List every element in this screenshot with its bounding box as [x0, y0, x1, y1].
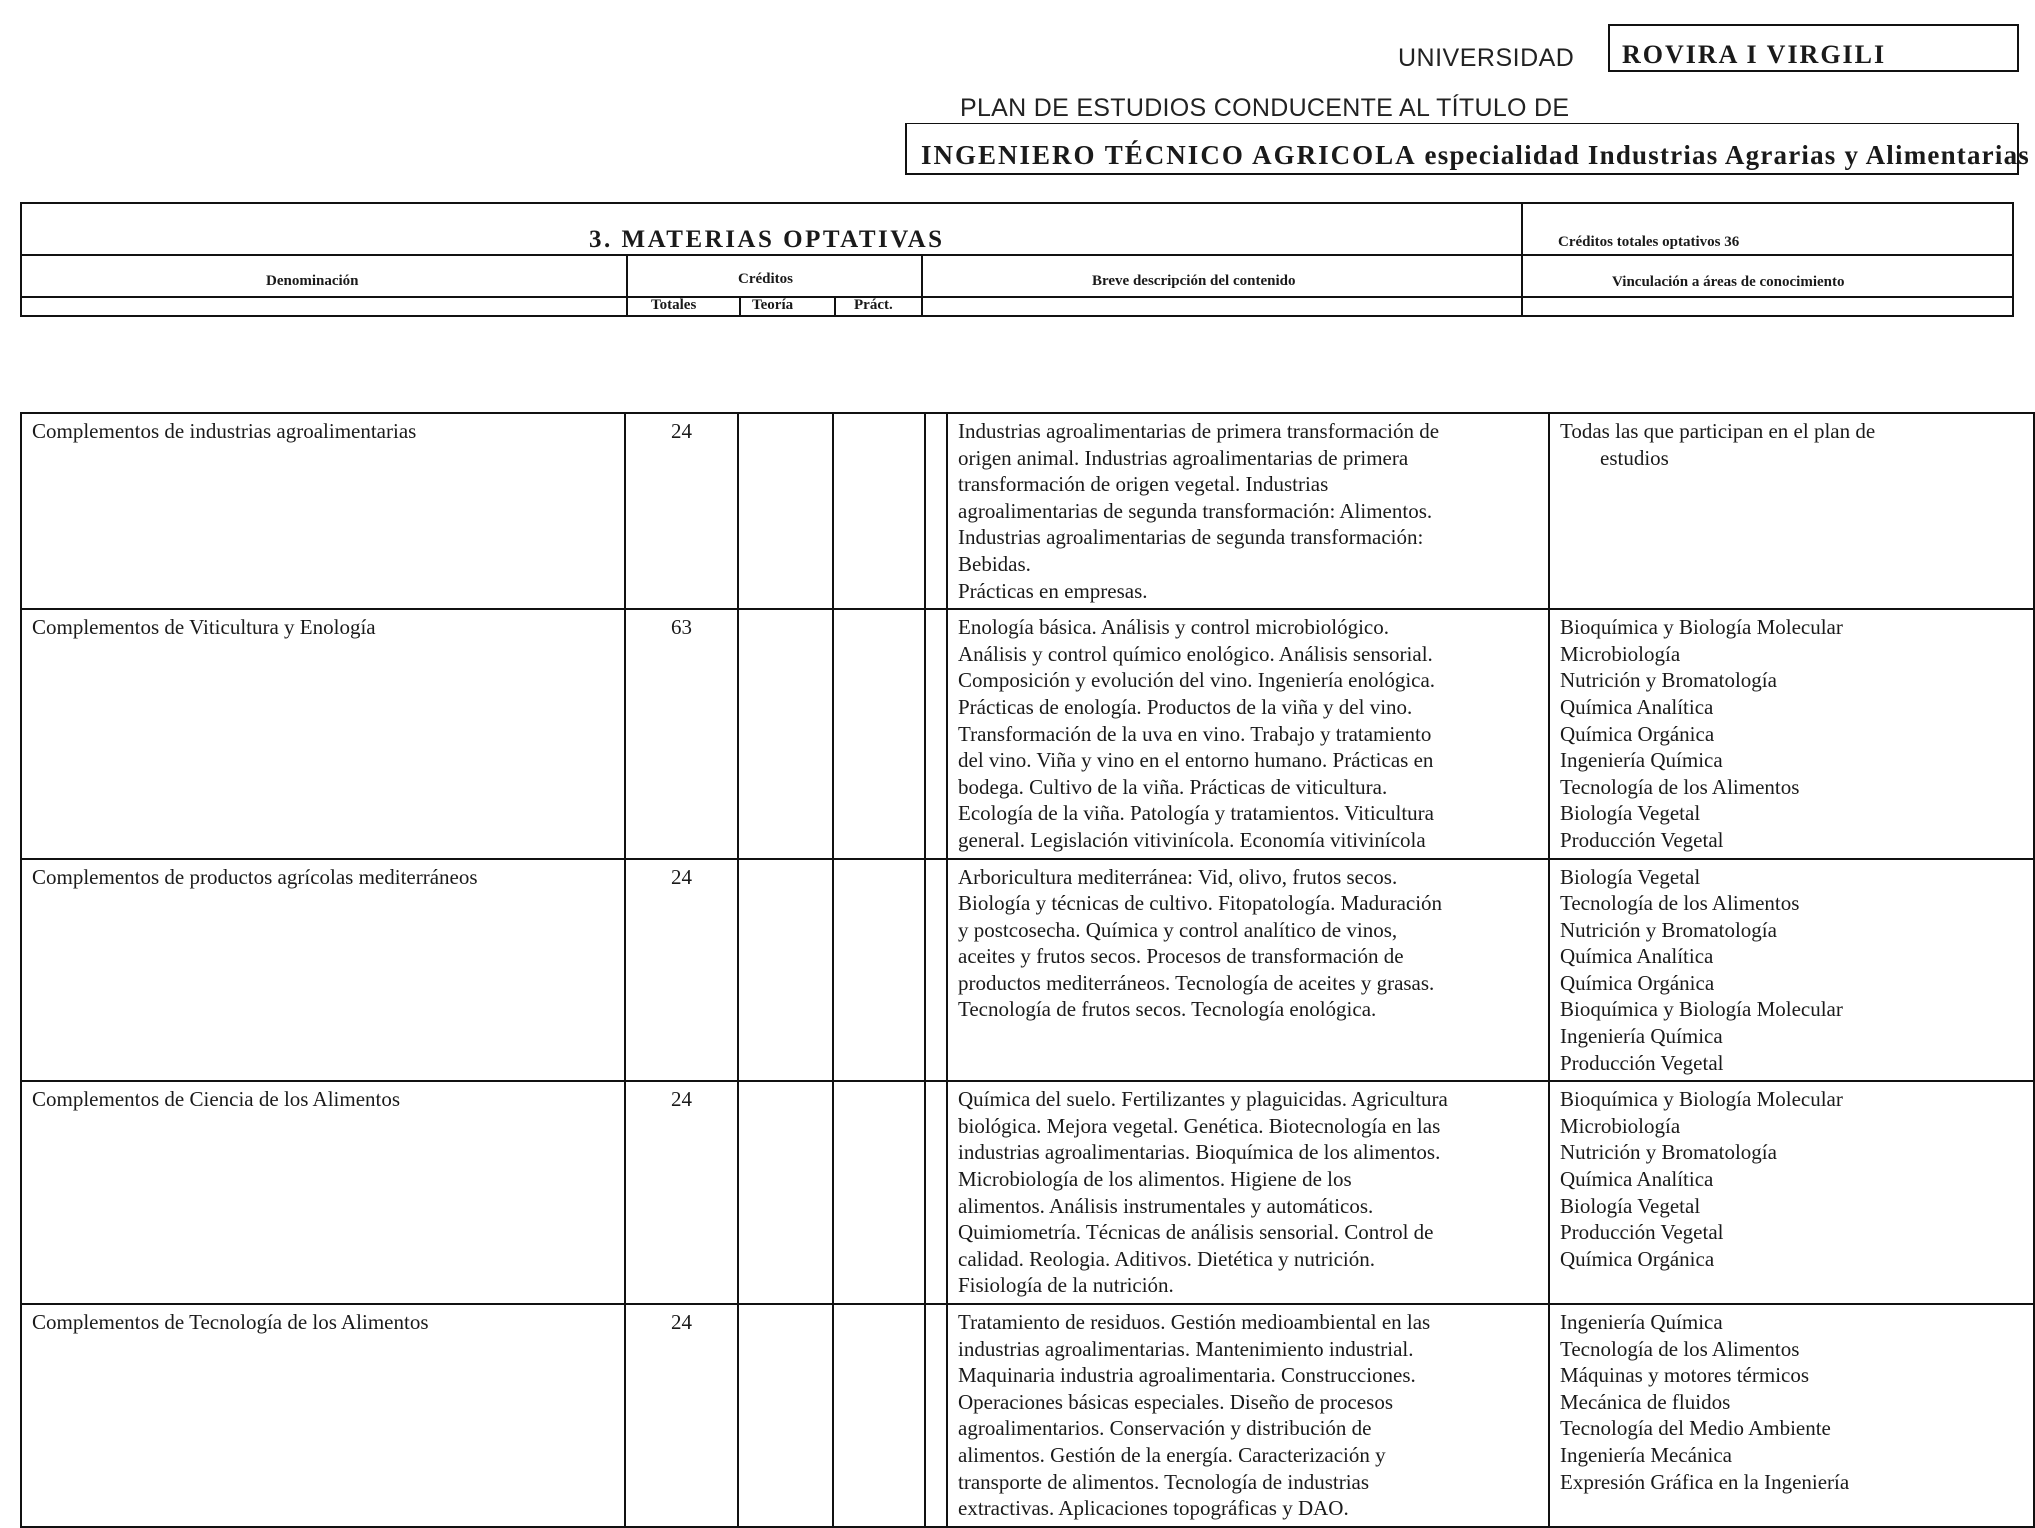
plan-label: PLAN DE ESTUDIOS CONDUCENTE AL TÍTULO DE: [960, 94, 1570, 122]
credits-theory: [738, 1081, 833, 1304]
col-totales: Totales: [651, 297, 697, 313]
description-line: Industrias agroalimentarias de primera transformación de: [958, 419, 1440, 443]
description-line: Composición y evolución del vino. Ingeniería enológica.: [958, 668, 1436, 693]
column-gap: [925, 1081, 947, 1304]
area-line: Tecnología de los Alimentos: [1560, 1336, 1800, 1361]
subject-description: [947, 1081, 1549, 1304]
degree-title-specialty: especialidad Industrias Agrarias y Alimentarias: [1424, 140, 2030, 170]
table-row: [21, 1081, 2034, 1304]
area-line: Química Analítica: [1560, 1167, 1714, 1192]
header-divider: [921, 254, 923, 315]
column-gap: [925, 609, 947, 858]
area-line: Tecnología de los Alimentos: [1560, 774, 1800, 799]
description-line: extractivas. Aplicaciones topográficas y DAO.: [958, 1496, 1349, 1521]
col-creditos: Créditos: [738, 271, 793, 287]
description-line: general. Legislación vitivinícola. Economía vitivinícola: [958, 827, 1426, 852]
area-line: Química Analítica: [1560, 944, 1714, 969]
area-line: Tecnología de los Alimentos: [1560, 891, 1800, 916]
description-line: Arboricultura mediterránea: Vid, olivo, frutos secos.: [958, 864, 1398, 889]
subject-name: Complementos de Ciencia de los Alimentos: [21, 1081, 625, 1304]
area-line: Expresión Gráfica en la Ingeniería: [1560, 1469, 1850, 1494]
credits-practice: [833, 609, 925, 858]
area-line: Nutrición y Bromatología: [1560, 917, 1777, 942]
area-line: Tecnología del Medio Ambiente: [1560, 1416, 1831, 1441]
knowledge-areas: [1549, 1081, 2034, 1304]
description-line: Quimiometría. Técnicas de análisis sensorial. Control de: [958, 1220, 1434, 1245]
description-line: bodega. Cultivo de la viña. Prácticas de viticultura.: [958, 774, 1388, 799]
description-line: Fisiología de la nutrición.: [958, 1273, 1174, 1298]
area-line: Bioquímica y Biología Molecular: [1560, 997, 1843, 1022]
area-line: Microbiología: [1560, 641, 1681, 666]
header-rule: [22, 254, 2012, 256]
university-label: UNIVERSIDAD: [1398, 44, 1575, 72]
area-line: Ingeniería Mecánica: [1560, 1442, 1732, 1467]
area-line: Máquinas y motores térmicos: [1560, 1363, 1810, 1388]
header-divider: [626, 254, 628, 315]
header-rule: [22, 296, 2012, 298]
header-divider: [1521, 204, 1523, 315]
col-vinculacion: Vinculación a áreas de conocimiento: [1612, 274, 1845, 290]
area-line: Biología Vegetal: [1560, 1193, 1701, 1218]
area-line: Ingeniería Química: [1560, 1024, 1723, 1049]
description-line: aceites y frutos secos. Procesos de transformación de: [958, 944, 1404, 969]
header-divider: [834, 296, 836, 315]
description-line: Química del suelo. Fertilizantes y plaguicidas. Agricultura: [958, 1087, 1448, 1112]
description-line: Tratamiento de residuos. Gestión medioambiental en las: [958, 1310, 1431, 1334]
optional-subjects-table: [20, 412, 2035, 1528]
table-row: [21, 1304, 2034, 1527]
description-line: Ecología de la viña. Patología y tratamientos. Viticultura: [958, 801, 1434, 826]
description-line: Operaciones básicas especiales. Diseño de procesos: [958, 1389, 1394, 1414]
degree-title: [921, 140, 2030, 171]
subject-description: [947, 413, 1549, 609]
table-row: [21, 609, 2034, 858]
area-line: Ingeniería Química: [1560, 748, 1723, 773]
description-line: Bebidas.: [958, 551, 1031, 576]
area-line: Bioquímica y Biología Molecular: [1560, 1087, 1843, 1112]
area-line: Bioquímica y Biología Molecular: [1560, 615, 1843, 640]
credits-theory: [738, 1304, 833, 1527]
degree-title-box: [905, 123, 2030, 175]
credits-theory: [738, 859, 833, 1082]
area-line: Química Analítica: [1560, 694, 1714, 719]
description-line: agroalimentarios. Conservación y distribución de: [958, 1416, 1372, 1441]
description-line: industrias agroalimentarias. Bioquímica de los alimentos.: [958, 1140, 1441, 1165]
credits-total: 24: [625, 1081, 738, 1304]
area-line: estudios: [1600, 445, 1669, 470]
area-line: Química Orgánica: [1560, 721, 1715, 746]
column-gap: [925, 413, 947, 609]
table-row: [21, 859, 2034, 1082]
description-line: alimentos. Gestión de la energía. Caracterización y: [958, 1442, 1386, 1467]
description-line: agroalimentarias de segunda transformación: Alimentos.: [958, 498, 1433, 523]
description-line: biológica. Mejora vegetal. Genética. Biotecnología en las: [958, 1113, 1441, 1138]
area-line: Producción Vegetal: [1560, 827, 1724, 852]
description-line: productos mediterráneos. Tecnología de aceites y grasas.: [958, 970, 1435, 995]
description-line: del vino. Viña y vino en el entorno humano. Prácticas en: [958, 748, 1434, 773]
description-line: industrias agroalimentarias. Mantenimiento industrial.: [958, 1336, 1414, 1361]
credits-total: 24: [625, 859, 738, 1082]
total-credits: Créditos totales optativos 36: [1558, 234, 1740, 250]
description-line: Transformación de la uva en vino. Trabajo y tratamiento: [958, 721, 1432, 746]
description-line: Maquinaria industria agroalimentaria. Construcciones.: [958, 1363, 1416, 1388]
description-line: Análisis y control químico enológico. Análisis sensorial.: [958, 641, 1433, 666]
credits-total: 24: [625, 413, 738, 609]
credits-total: 63: [625, 609, 738, 858]
column-gap: [925, 859, 947, 1082]
credits-practice: [833, 1081, 925, 1304]
header-divider: [739, 296, 741, 315]
university-name: ROVIRA I VIRGILI: [1622, 40, 1887, 69]
area-line: Biología Vegetal: [1560, 864, 1701, 889]
subject-description: [947, 609, 1549, 858]
description-line: Prácticas en empresas.: [958, 578, 1148, 603]
area-line: Nutrición y Bromatología: [1560, 1140, 1777, 1165]
col-practicas: Práct.: [854, 297, 893, 313]
knowledge-areas: [1549, 859, 2034, 1082]
area-line: Biología Vegetal: [1560, 801, 1701, 826]
description-line: Industrias agroalimentarias de segunda transformación:: [958, 525, 1424, 550]
area-line: Microbiología: [1560, 1113, 1681, 1138]
area-line: Química Orgánica: [1560, 1246, 1715, 1271]
area-line: Ingeniería Química: [1560, 1310, 1723, 1334]
subject-name: Complementos de productos agrícolas mediterráneos: [21, 859, 625, 1082]
area-line: Todas las que participan en el plan de: [1560, 419, 1876, 443]
col-denominacion: Denominación: [266, 273, 359, 289]
table-row: [21, 413, 2034, 609]
subject-name: Complementos de Viticultura y Enología: [21, 609, 625, 858]
description-line: calidad. Reologia. Aditivos. Dietética y nutrición.: [958, 1246, 1375, 1271]
knowledge-areas: [1549, 609, 2034, 858]
area-line: Nutrición y Bromatología: [1560, 668, 1777, 693]
description-line: transporte de alimentos. Tecnología de industrias: [958, 1469, 1370, 1494]
description-line: transformación de origen vegetal. Industrias: [958, 472, 1329, 497]
credits-practice: [833, 1304, 925, 1527]
degree-title-main: INGENIERO TÉCNICO AGRICOLA: [921, 140, 1417, 170]
subject-description: [947, 859, 1549, 1082]
description-line: Enología básica. Análisis y control microbiológico.: [958, 615, 1390, 640]
description-line: Microbiología de los alimentos. Higiene de los: [958, 1167, 1352, 1192]
knowledge-areas: [1549, 1304, 2034, 1527]
credits-total: 24: [625, 1304, 738, 1527]
description-line: y postcosecha. Química y control analítico de vinos,: [958, 917, 1398, 942]
section-title: 3. MATERIAS OPTATIVAS: [589, 226, 945, 253]
credits-theory: [738, 609, 833, 858]
credits-practice: [833, 413, 925, 609]
description-line: Prácticas de enología. Productos de la viña y del vino.: [958, 694, 1413, 719]
knowledge-areas: [1549, 413, 2034, 609]
area-line: Química Orgánica: [1560, 970, 1715, 995]
subject-description: [947, 1304, 1549, 1527]
column-gap: [925, 1304, 947, 1527]
section-header: [20, 202, 2014, 317]
credits-practice: [833, 859, 925, 1082]
col-teoria: Teoría: [752, 297, 794, 313]
description-line: Biología y técnicas de cultivo. Fitopatología. Maduración: [958, 891, 1443, 916]
university-name-box: [1608, 24, 2019, 72]
subject-name: Complementos de Tecnología de los Alimentos: [21, 1304, 625, 1527]
area-line: Mecánica de fluidos: [1560, 1389, 1731, 1414]
credits-theory: [738, 413, 833, 609]
description-line: alimentos. Análisis instrumentales y automáticos.: [958, 1193, 1374, 1218]
description-line: origen animal. Industrias agroalimentarias de primera: [958, 445, 1409, 470]
area-line: Producción Vegetal: [1560, 1050, 1724, 1075]
col-descripcion: Breve descripción del contenido: [1092, 273, 1296, 289]
description-line: Tecnología de frutos secos. Tecnología enológica.: [958, 997, 1377, 1022]
area-line: Producción Vegetal: [1560, 1220, 1724, 1245]
subject-name: Complementos de industrias agroalimentarias: [21, 413, 625, 609]
